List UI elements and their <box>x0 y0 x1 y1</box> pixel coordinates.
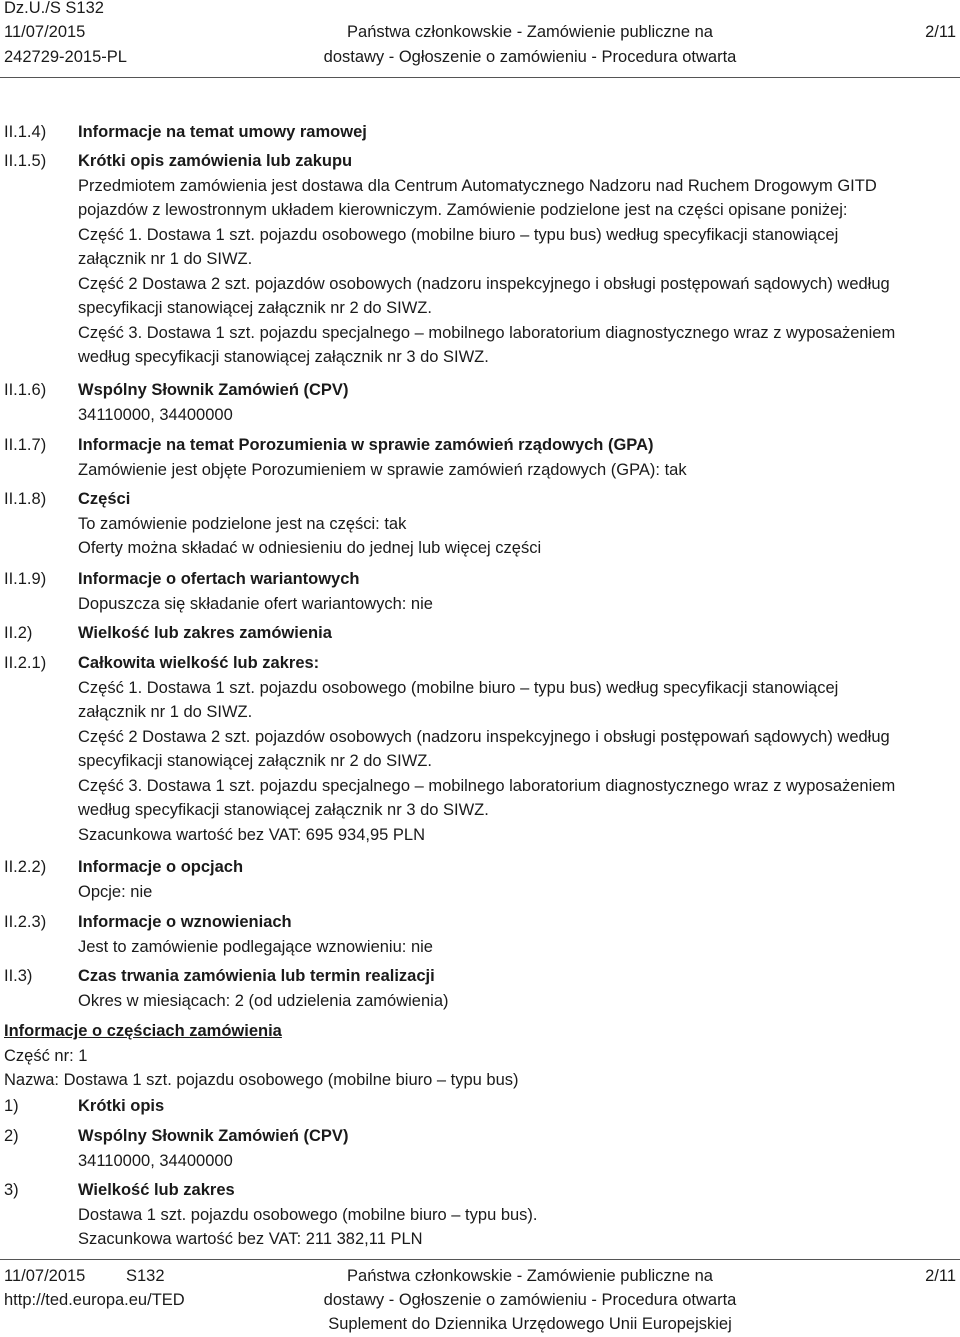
header-notice-id: 242729-2015-PL <box>4 48 127 66</box>
text-line: Zamówienie jest objęte Porozumieniem w sprawie zamówień rządowych (GPA): tak <box>78 460 687 479</box>
footer-date: 11/07/2015 <box>4 1267 86 1285</box>
part-number: Część nr: 1 <box>4 1047 88 1065</box>
section-num: II.2.3) <box>4 913 47 931</box>
section-num: II.2) <box>4 624 33 642</box>
section-ii-1-6 <box>78 378 958 427</box>
footer-divider <box>0 1259 960 1260</box>
text-line: Dopuszcza się składanie ofert wariantowych: nie <box>78 594 433 613</box>
section-num: II.2.2) <box>4 858 47 876</box>
item-num: 1) <box>4 1097 19 1115</box>
text-line: załącznik nr 1 do SIWZ. <box>78 250 253 268</box>
item-title: Wspólny Słownik Zamówień (CPV) <box>78 1127 349 1145</box>
section-num: II.1.9) <box>4 570 47 588</box>
section-title: Informacje na temat umowy ramowej <box>78 123 367 141</box>
section-ii-2-3 <box>78 910 958 959</box>
section-ii-1-9 <box>78 567 958 616</box>
text-line: Okres w miesiącach: 2 (od udzielenia zamówienia) <box>78 991 449 1010</box>
text-line: Przedmiotem zamówienia jest dostawa dla Centrum Automatycznego Nadzoru nad Ruchem Drogowym GITD <box>78 176 877 195</box>
section-title: Informacje o opcjach <box>78 858 244 876</box>
section-num: II.1.6) <box>4 381 47 399</box>
section-title: Informacje o wznowieniach <box>78 913 292 931</box>
item-num: 3) <box>4 1181 19 1199</box>
part-item-scope <box>78 1178 958 1252</box>
footer-series: S132 <box>126 1267 165 1285</box>
header-date: 11/07/2015 <box>4 23 86 41</box>
header-title-line1: Państwa członkowskie - Zamówienie publiczne na <box>347 23 713 41</box>
section-ii-1-5 <box>78 149 958 370</box>
footer-title-line3: Suplement do Dziennika Urzędowego Unii Europejskiej <box>328 1315 732 1333</box>
text-line: specyfikacji stanowiącej załącznik nr 2 do SIWZ. <box>78 752 432 770</box>
header-divider <box>0 77 960 78</box>
section-num: II.1.5) <box>4 152 47 170</box>
section-ii-1-8 <box>78 487 958 561</box>
section-ii-2-1 <box>78 651 958 847</box>
footer-title-line2: dostawy - Ogłoszenie o zamówieniu - Procedura otwarta <box>323 1291 737 1309</box>
text-line: Część 1. Dostawa 1 szt. pojazdu osobowego (mobilne biuro – typu bus) według specyfikacji stanowiącej <box>78 678 839 697</box>
section-ii-1-4 <box>78 120 958 145</box>
text-line: Opcje: nie <box>78 882 153 901</box>
part-item-cpv <box>78 1124 958 1173</box>
section-title: Części <box>78 490 131 508</box>
text-line: według specyfikacji stanowiącej załącznik nr 3 do SIWZ. <box>78 348 489 366</box>
section-ii-2-2 <box>78 855 958 904</box>
section-title: Całkowita wielkość lub zakres: <box>78 654 320 672</box>
footer-page: 2/11 <box>925 1267 956 1285</box>
text-line: Oferty można składać w odniesieniu do jednej lub więcej części <box>78 539 542 557</box>
part-item-short-description <box>78 1094 958 1119</box>
text-line: Część 3. Dostawa 1 szt. pojazdu specjalnego – mobilnego laboratorium diagnostycznego wraz z wyposażeniem <box>78 323 896 342</box>
section-title: Czas trwania zamówienia lub termin realizacji <box>78 967 435 985</box>
text-line: Część 1. Dostawa 1 szt. pojazdu osobowego (mobilne biuro – typu bus) według specyfikacji stanowiącej <box>78 225 839 244</box>
section-num: II.3) <box>4 967 33 985</box>
text-line: załącznik nr 1 do SIWZ. <box>78 703 253 721</box>
header-page: 2/11 <box>925 23 956 41</box>
item-num: 2) <box>4 1127 19 1145</box>
text-line: specyfikacji stanowiącej załącznik nr 2 do SIWZ. <box>78 299 432 317</box>
item-title: Krótki opis <box>78 1097 165 1115</box>
text-line: Część 3. Dostawa 1 szt. pojazdu specjalnego – mobilnego laboratorium diagnostycznego wraz z wyposażeniem <box>78 776 896 795</box>
section-title: Wspólny Słownik Zamówień (CPV) <box>78 381 349 399</box>
text-line: Część 2 Dostawa 2 szt. pojazdów osobowych (nadzoru inspekcyjnego i obsługi postępowań sądowych) według <box>78 274 890 293</box>
text-line: pojazdów z lewostronnym układem kierowniczym. Zamówienie podzielone jest na części opisane poniżej: <box>78 201 848 219</box>
section-title: Wielkość lub zakres zamówienia <box>78 624 332 642</box>
section-num: II.1.7) <box>4 436 47 454</box>
text-line: według specyfikacji stanowiącej załącznik nr 3 do SIWZ. <box>78 801 489 819</box>
text-line: Jest to zamówienie podlegające wznowieniu: nie <box>78 937 433 956</box>
section-title: Krótki opis zamówienia lub zakupu <box>78 152 353 170</box>
section-ii-3 <box>78 964 958 1013</box>
section-num: II.2.1) <box>4 654 47 672</box>
section-ii-1-7 <box>78 433 958 482</box>
estimated-value: Szacunkowa wartość bez VAT: 211 382,11 PLN <box>78 1230 423 1248</box>
footer-url[interactable]: http://ted.europa.eu/TED <box>4 1291 185 1309</box>
item-title: Wielkość lub zakres <box>78 1181 235 1199</box>
parts-heading: Informacje o częściach zamówienia <box>4 1022 282 1040</box>
section-ii-2 <box>78 621 958 646</box>
section-num: II.1.4) <box>4 123 47 141</box>
text-line: To zamówienie podzielone jest na części: tak <box>78 514 407 533</box>
estimated-value: Szacunkowa wartość bez VAT: 695 934,95 PLN <box>78 825 425 844</box>
text-line: Część 2 Dostawa 2 szt. pojazdów osobowych (nadzoru inspekcyjnego i obsługi postępowań sądowych) według <box>78 727 890 746</box>
section-title: Informacje o ofertach wariantowych <box>78 570 360 588</box>
header-ojs: Dz.U./S S132 <box>4 0 104 17</box>
cpv-codes: 34110000, 34400000 <box>78 1151 233 1170</box>
cpv-codes: 34110000, 34400000 <box>78 405 233 424</box>
text-line: Dostawa 1 szt. pojazdu osobowego (mobilne biuro – typu bus). <box>78 1205 538 1224</box>
part-name: Nazwa: Dostawa 1 szt. pojazdu osobowego (mobilne biuro – typu bus) <box>4 1071 519 1089</box>
section-num: II.1.8) <box>4 490 47 508</box>
header-title-line2: dostawy - Ogłoszenie o zamówieniu - Procedura otwarta <box>323 48 737 66</box>
section-title: Informacje na temat Porozumienia w sprawie zamówień rządowych (GPA) <box>78 436 654 454</box>
footer-title-line1: Państwa członkowskie - Zamówienie publiczne na <box>347 1267 713 1285</box>
